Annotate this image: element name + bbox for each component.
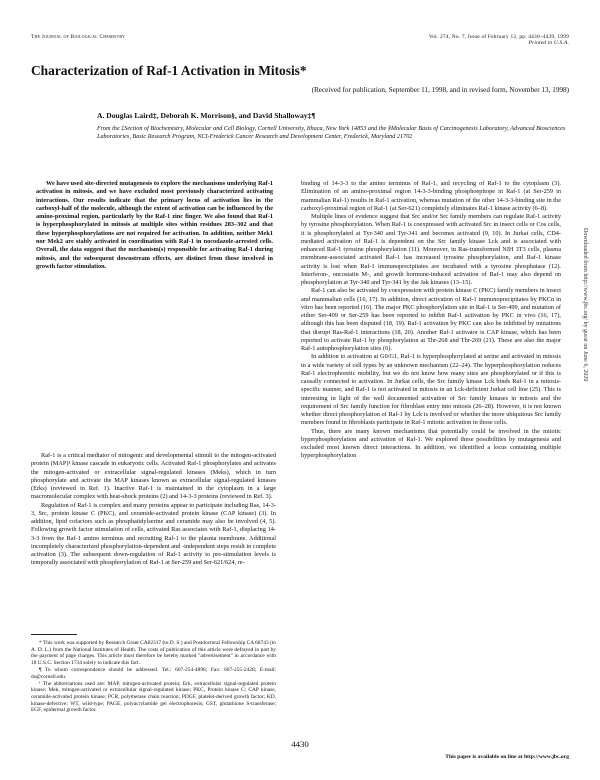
footnote-abbreviations: ¹ The abbreviations used are: MAP, mitogen-activated protein; Erk, extracellular signal-regulated protein kinase; Mek, mitogen-activated or extracellular signal-regulated kinase; PKC, Protein kinase C; CAP kinase, ceramide-activated protein kinase; PCR, polymerase chain reaction; PDGF, platelet-derived growth factor; KD, kinase-defective; WT, wild-type; PAGE, polyacrylamide gel electrophoresis; GST, glutathione S-transferase; EGF, epidermal growth factor. — [31, 680, 276, 714]
article-title: Characterization of Raf-1 Activation in Mitosis* — [31, 63, 307, 78]
download-watermark: Downloaded from http://www.jbc.org/ by guest on June 6, 2020 — [582, 228, 588, 382]
abstract: We have used site-directed mutagenesis to explore the mechanisms underlying Raf-1 activation in mitosis, and we have excluded most previously characterized activating interactions. Our results indicate that the primary locus of activation lies in the carboxyl-half of the molecule, although the extent of activation can be influenced by the amino-proximal region, particularly by the Raf-1 zinc finger. We also found that Raf-1 is hyperphosphorylated in mitosis at multiple sites within residues 283–302 and that these hyperphosphorylations are not required for activation. In addition, neither Mek1 nor Mek2 are stably activated in coordination with Raf-1 in nocodazole-arrested cells. Overall, the data suggest that the mechanism(s) responsible for activating Raf-1 during mitosis, and the subsequent downstream effects, are distinct from those involved in growth factor stimulation. — [36, 180, 273, 270]
received-dates: (Received for publication, September 11, 1998, and in revised form, November 13, 1998) — [311, 86, 569, 94]
body-paragraph: Multiple lines of evidence suggest that Src and/or Src family members can regulate Raf-1 activity by tyrosine phosphorylation. When Raf-1 is coexpressed with activated Src in insect cells or Cos cells, it is phosphorylated at Tyr-340 and Tyr-341 and becomes activated (9, 10). In Jurkat cells, CD4-mediated activation of Raf-1 is dependent on the Src family kinase Lck and is associated with enhanced Raf-1 tyrosine phosphorylation (11). Moreover, in Ras-transformed NIH 3T3 cells, plasma membrane-associated activated Raf-1 has increased tyrosine phosphorylation, and Raf-1 kinase activity is lost when Raf-1 immunoprecipitates are incubated with a tyrosine phosphatase (12). Interferon-, oncostatin M-, and growth hormone-induced activation of Raf-1 may also depend on phosphorylation at Tyr-340 and Tyr-341 by the Jak kinases (13–15). — [301, 213, 561, 286]
footnotes — [31, 640, 276, 714]
body-paragraph: binding of 14-3-3 to the amino terminus of Raf-1, and recycling of Raf-1 to the cytoplasm (3). Elimination of an amino-proximal region 14-3-3-binding phosphoepitope in Raf-1 (at Ser-259 in mammalian Raf-1) results in Raf-1 activation, whereas mutation of the other 14-3-3-binding site in the carboxyl-proximal region of Raf-1 (at Ser-621) completely eliminates Raf-1 kinase activity (6–8). — [301, 180, 561, 212]
printed-in: Printed in U.S.A. — [528, 40, 569, 47]
running-header-journal: The Journal of Biological Chemistry — [31, 34, 126, 40]
body-paragraph: Thus, there are many known mechanisms that potentially could be involved in the mitotic hyperphosphorylation and activation of Raf-1. We explored these possibilities by mutagenesis and excluded most known direct interactions. In addition, we identified a locus containing multiple hyperphosphorylation — [301, 427, 561, 460]
affiliations: From the ‡Section of Biochemistry, Molecular and Cell Biology, Cornell University, Ithaca, New York 14853 and the §Molecular Basis of Carcinogenesis Laboratory, Advanced Biosciences Laboratories, Basic Research Program, NCI-Frederick Cancer Research and Development Center, Frederick, Maryland 21702 — [97, 125, 566, 141]
footnote-correspondence: ¶ To whom correspondence should be addressed. Tel.: 607-254-4896; Fax: 607-255-2428; E-mail: ds@cornell.edu. — [31, 666, 276, 680]
body-paragraph: Raf-1 can also be activated by coexpression with protein kinase C (PKC) family members in insect and mammalian cells (16, 17). In addition, direct activation of Raf-1 immunoprecipitates by PKCα in vitro has been reported (16). The major PKC phosphorylation site in Raf-1 is Ser-499, and mutation of either Ser-499 or Ser-259 has been reported to inhibit Raf-1 activation by PKC in vivo (16, 17), although this has been disputed (18, 19). Raf-1 activation by PKC can also be inhibited by mutations that disrupt Ras-Raf-1 interactions (18, 20). Another Raf-1 activator is CAP kinase, which has been reported to activate Raf-1 by phosphorylation at Thr-268 and Thr-269 (21). These are also the major Raf-1 autophosphorylation sites (6). — [301, 287, 561, 352]
running-header-volume — [429, 34, 569, 47]
left-column-body — [31, 452, 276, 568]
body-paragraph: In addition to activation at G0/G1, Raf-1 is hyperphosphorylated at serine and activated in mitosis in a wide variety of cell types by an unknown mechanism (22–24). The hyperphosphorylation reduces Raf-1 electrophoretic mobility, but we do not know how many sites are phosphorylated or if this is causally connected to activation. In Jurkat cells, the Src family kinase Lck binds Raf-1 in a mitosis-specific manner, and Raf-1 is not activated in mitosis in an Lck-deficient Jurkat cell line (25). This is interesting in light of the well documented activation of Src family kinases in mitosis and the requirement of Src family function for fibroblast entry into mitosis (26–28). However, it is not known whether direct phosphorylation of Raf-1 by Lck is involved or whether the more ubiquitous Src family members found in fibroblasts participate in Raf-1 mitotic activation in those cells. — [301, 353, 561, 427]
body-paragraph: Raf-1 is a critical mediator of mitogenic and developmental stimuli to the mitogen-activated protein (MAP)¹ kinase cascade in eukaryotic cells. Activated Raf-1 phosphorylates and activates the mitogen-activated or extracellular signal-regulated kinases (Meks), which in turn phosphorylate and activate the MAP kinases known as extracellular signal-regulated kinases (Erks) (reviewed in Ref. 1). Inactive Raf-1 is maintained in the cytoplasm in a large macromolecular complex with heat-shock proteins (2) and 14-3-3 proteins (reviewed in Ref. 3). — [31, 452, 276, 501]
volume-line: Vol. 274, No. 7, Issue of February 12, pp. 4430–4439, 1999 — [428, 34, 569, 40]
right-column-body — [301, 180, 561, 461]
page-number: 4430 — [291, 739, 309, 749]
body-paragraph: Regulation of Raf-1 is complex and many proteins appear to participate including Ras, 14-3-3, Src, protein kinase C (PKC), and ceramide-activated protein kinase (CAP kinase) (3). In addition, lipid cofactors such as phosphatidylserine and ceramide may also be involved (4, 5). Following growth factor stimulation of cells, activated Ras associates with Raf-1, displacing 14-3-3 from the Raf-1 amino terminus and recruiting Raf-1 to the plasma membrane. Additional incompletely characterized phosphorylation-dependent and -independent steps result in complete activation (3). The subsequent down-regulation of Raf-1 activity to pre-stimulation levels is temporally associated with phosphorylation of Raf-1 at Ser-259 and Ser-621/624, re- — [31, 501, 276, 567]
footnote-divider — [31, 634, 77, 635]
availability-note: This paper is available on line at http://www.jbc.org — [445, 754, 569, 760]
author-list: A. Douglas Laird‡, Deborah K. Morrison§, and David Shalloway‡¶ — [97, 111, 316, 120]
footnote-funding: * This work was supported by Research Grant CA82317 (to D. S.) and Postdoctoral Fellowship CA 68743 (to A. D. L.) from the National Institutes of Health. The costs of publication of this article were defrayed in part by the payment of page charges. This article must therefore be hereby marked "advertisement" in accordance with 18 U.S.C. Section 1734 solely to indicate this fact. — [31, 640, 276, 666]
